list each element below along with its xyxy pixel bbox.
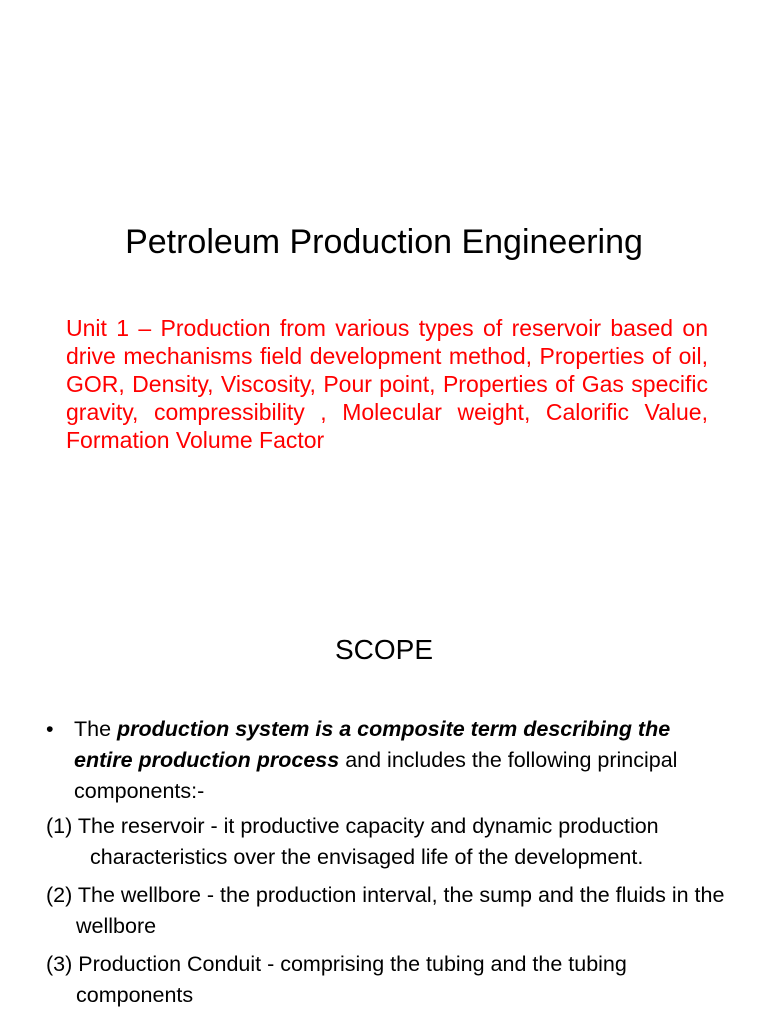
list-item-reservoir: (1) The reservoir - it productive capacity and dynamic production characteristics over the envisaged life of the development. [46, 814, 659, 869]
bullet-marker: • [46, 717, 54, 741]
slide-title-heading: Petroleum Production Engineering [125, 223, 643, 261]
list-item-wellbore: (2) The wellbore - the production interval, the sump and the fluids in the wellbore [46, 883, 725, 938]
bullet-rest: and includes the following principal components:- [74, 748, 678, 803]
bullet-intro: The [74, 717, 118, 741]
slide-scope [0, 576, 768, 1024]
list-item-production-conduit: (3) Production Conduit - comprising the tubing and the tubing components [46, 952, 627, 1007]
unit-description: Unit 1 – Production from various types of reservoir based on drive mechanisms field development method, Properties of oil, GOR, Density, Viscosity, Pour point, Properties of Gas specific gravity, compressibility , Molecular weight, Calorific Value, Formation Volume Factor [66, 315, 708, 453]
bullet-emphasis: production system is a composite term describing the entire production process [74, 717, 671, 772]
bullet-production-system [46, 714, 726, 807]
scope-content [46, 714, 726, 1011]
scope-heading: SCOPE [334, 634, 434, 665]
